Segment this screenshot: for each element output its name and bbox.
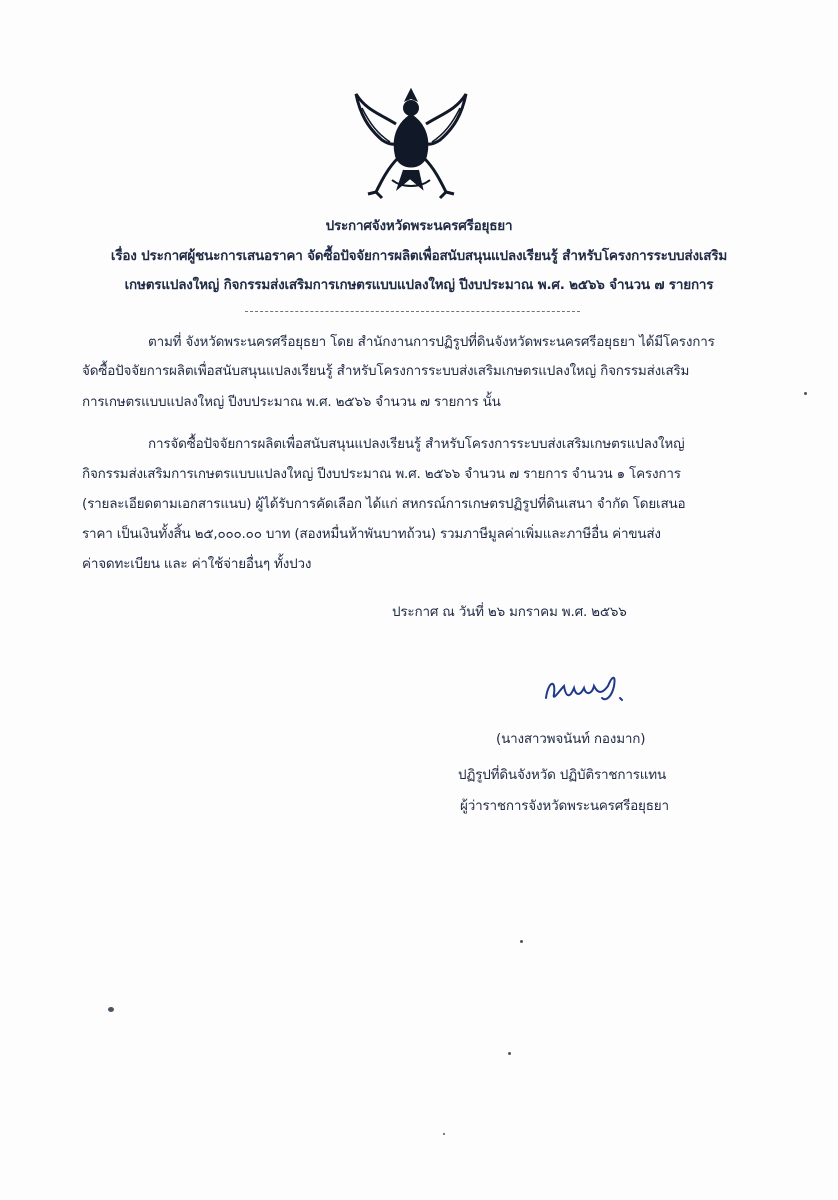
paragraph-1-line-2: จัดซื้อปัจจัยการผลิตเพื่อสนับสนุนแปลงเรียนรู้ สำหรับโครงการระบบส่งเสริมเกษตรแปลงใหญ่ กิจกรรมส่งเสริม (82, 363, 690, 379)
signatory-name: (นางสาวพจนันท์ กองมาก) (496, 731, 646, 747)
paragraph-2-line-5: ค่าจดทะเบียน และ ค่าใช้จ่ายอื่นๆ ทั้งปวง (82, 556, 312, 572)
paragraph-1-line-1: ตามที่ จังหวัดพระนครศรีอยุธยา โดย สำนักงานการปฏิรูปที่ดินจังหวัดพระนครศรีอยุธยา ได้มีโครงการ (148, 334, 715, 350)
scan-speck (520, 940, 523, 943)
divider (245, 311, 580, 312)
signatory-position-1: ปฏิรูปที่ดินจังหวัด ปฏิบัติราชการแทน (458, 767, 666, 783)
announcement-title: ประกาศจังหวัดพระนครศรีอยุธยา (325, 218, 513, 234)
signatory-position-2: ผู้ว่าราชการจังหวัดพระนครศรีอยุธยา (460, 798, 669, 814)
scan-speck (108, 1007, 114, 1012)
paragraph-2-line-3: (รายละเอียดตามเอกสารแนบ) ผู้ได้รับการคัดเลือก ได้แก่ สหกรณ์การเกษตรปฏิรูปที่ดินเสนา จำกัด โดยเสนอ (82, 496, 686, 512)
subject-line-2: เกษตรแปลงใหญ่ กิจกรรมส่งเสริมการเกษตรแบบแปลงใหญ่ ปีงบประมาณ พ.ศ. ๒๕๖๖ จำนวน ๗ รายการ (124, 277, 714, 293)
paragraph-2-line-1: การจัดซื้อปัจจัยการผลิตเพื่อสนับสนุนแปลงเรียนรู้ สำหรับโครงการระบบส่งเสริมเกษตรแปลงใหญ่ (148, 436, 685, 452)
subject-line-1: เรื่อง ประกาศผู้ชนะการเสนอราคา จัดซื้อปัจจัยการผลิตเพื่อสนับสนุนแปลงเรียนรู้ สำหรับโครงการระบบส่งเสริม (110, 248, 728, 264)
scan-speck (804, 392, 807, 395)
paragraph-2-line-4: ราคา เป็นเงินทั้งสิ้น ๒๕,๐๐๐.๐๐ บาท (สองหมื่นห้าพันบาทถ้วน) รวมภาษีมูลค่าเพิ่มและภาษีอื่น ค่าขนส่ง (82, 526, 661, 542)
paragraph-2-line-2: กิจกรรมส่งเสริมการเกษตรแบบแปลงใหญ่ ปีงบประมาณ พ.ศ. ๒๕๖๖ จำนวน ๗ รายการ จำนวน ๑ โครงการ (82, 466, 681, 482)
scan-speck (508, 1052, 511, 1055)
garuda-emblem-icon (352, 84, 470, 204)
scan-speck (443, 1133, 445, 1135)
handwritten-signature (542, 668, 634, 710)
announcement-date: ประกาศ ณ วันที่ ๒๖ มกราคม พ.ศ. ๒๕๖๖ (392, 604, 627, 620)
paragraph-1-line-3: การเกษตรแบบแปลงใหญ่ ปีงบประมาณ พ.ศ. ๒๕๖๖ จำนวน ๗ รายการ นั้น (82, 394, 501, 410)
